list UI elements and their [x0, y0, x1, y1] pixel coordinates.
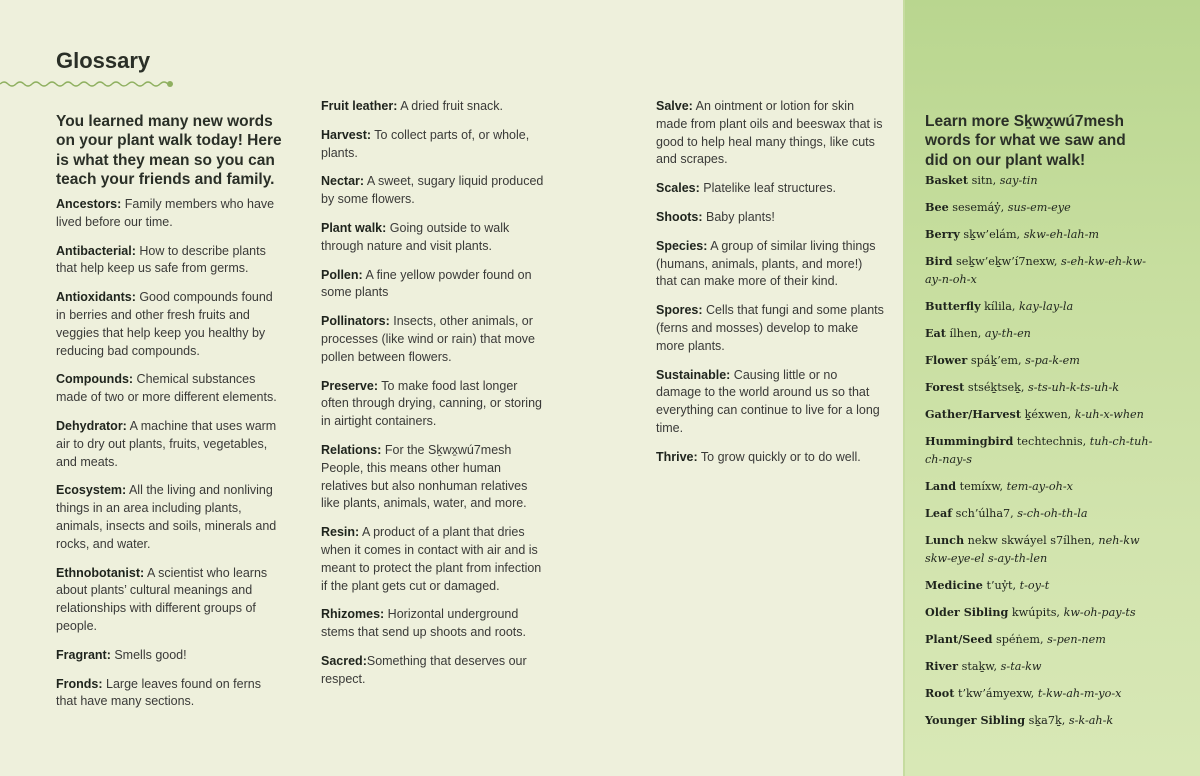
glossary-entry: Dehydrator: A machine that uses warm air to dry out plants, fruits, vegetables, and meats. — [56, 418, 277, 469]
glossary-entry: Ecosystem: All the living and nonliving things in an area including plants, animals, insects and soils, minerals and rocks, and water. — [56, 483, 277, 551]
glossary-entry: Preserve: To make food last longer often through drying, canning, or storing in airtight containers. — [321, 378, 542, 429]
glossary-column-2 — [321, 98, 546, 700]
word-entry: River staḵw, s-ta-kw — [925, 659, 1042, 673]
glossary-column-3 — [656, 98, 884, 478]
glossary-column-1 — [56, 196, 284, 722]
glossary-entry: Nectar: A sweet, sugary liquid produced by some flowers. — [321, 174, 544, 207]
word-entry: Butterfly kílila, kay-lay-la — [925, 299, 1074, 313]
glossary-entry: Fronds: Large leaves found on ferns that have many sections. — [56, 676, 261, 709]
glossary-entry: Fragrant: Smells good! — [56, 647, 187, 662]
glossary-entry: Species: A group of similar living things (humans, animals, plants, and more!) that can make more of their kind. — [656, 238, 876, 289]
glossary-entry: Antibacterial: How to describe plants that help keep us safe from germs. — [56, 243, 266, 276]
page-title: Glossary — [56, 48, 151, 73]
glossary-entry: Thrive: To grow quickly or to do well. — [656, 449, 861, 464]
glossary-entry: Rhizomes: Horizontal underground stems that send up shoots and roots. — [321, 607, 526, 640]
word-entry: Older Sibling kwúpits, kw-oh-pay-ts — [925, 605, 1136, 619]
glossary-entry: Relations: For the Sḵwx̱wú7mesh People, this means other human relatives but also nonhuman relatives like plants, animals, water, and more. — [321, 442, 528, 511]
glossary-entry: Scales: Platelike leaf structures. — [656, 181, 836, 196]
word-entry: Root t’kw’ámyexw, t-kw-ah-m-yo-x — [925, 686, 1122, 700]
word-entry: Younger Sibling sḵa7ḵ, s-k-ah-k — [925, 713, 1114, 727]
intro-text: You learned many new words on your plant walk today! Here is what they mean so you can teach your friends and family. — [56, 112, 282, 188]
glossary-entry: Ancestors: Family members who have lived before our time. — [56, 197, 275, 229]
word-entry: Forest stséḵtseḵ, s-ts-uh-k-ts-uh-k — [925, 380, 1120, 394]
word-entry: Bird seḵw’eḵw’í7nexw, s-eh-kw-eh-kw-ay-n-oh-x — [925, 254, 1147, 286]
glossary-entry: Pollinators: Insects, other animals, or processes (like wind or rain) that move pollen between flowers. — [321, 314, 535, 364]
word-entry: Basket sitn, say-tin — [925, 173, 1038, 187]
word-entry: Hummingbird techtechnis, tuh-ch-tuh-ch-nay-s — [925, 434, 1153, 466]
word-entry: Eat ílhen, ay-th-en — [925, 326, 1031, 340]
glossary-entry: Salve: An ointment or lotion for skin made from plant oils and beeswax that is good to help heal many things, like cuts and scrapes. — [656, 99, 883, 167]
word-entry: Medicine t’uy̓t, t-oy-t — [925, 578, 1050, 592]
word-entry: Gather/Harvest ḵéxwen, k-uh-x-when — [925, 407, 1144, 421]
glossary-entry: Spores: Cells that fungi and some plants (ferns and mosses) develop to make more plants. — [656, 303, 884, 353]
word-entry: Lunch nekw skwáyel s7ílhen, neh-kw skw-eye-el s-ay-th-len — [925, 533, 1140, 565]
word-entry: Berry sḵw’elám, skw-eh-lah-m — [925, 227, 1100, 241]
glossary-entry: Shoots: Baby plants! — [656, 209, 775, 224]
glossary-entry: Ethnobotanist: A scientist who learns about plants’ cultural meanings and relationships with different groups of people. — [56, 565, 268, 633]
word-entry: Land temíxw, tem-ay-oh-x — [925, 479, 1073, 493]
word-list — [925, 171, 1155, 738]
glossary-entry: Resin: A product of a plant that dries when it comes in contact with air and is meant to protect the plant from infection if the plant gets cut or damaged. — [321, 525, 542, 593]
glossary-entry: Compounds: Chemical substances made of two or more different elements. — [56, 372, 277, 405]
language-heading: Learn more Sḵwx̱wú7mesh words for what we saw and did on our plant walk! — [925, 112, 1126, 169]
glossary-entry: Fruit leather: A dried fruit snack. — [321, 99, 504, 113]
vine-divider — [0, 76, 176, 90]
word-entry: Bee sesemáy̓, sus-em-eye — [925, 200, 1071, 214]
glossary-entry: Sustainable: Causing little or no damage to the world around us so that everything can continue to live for a long time. — [656, 367, 880, 435]
glossary-entry: Harvest: To collect parts of, or whole, plants. — [321, 127, 530, 160]
glossary-entry: Plant walk: Going outside to walk through nature and visit plants. — [321, 220, 510, 253]
word-entry: Flower spáḵ’em, s-pa-k-em — [925, 353, 1080, 367]
glossary-entry: Antioxidants: Good compounds found in berries and other fresh fruits and veggies that help keep you healthy by reducing bad compounds. — [56, 290, 273, 358]
word-entry: Leaf sch’úlha7, s-ch-oh-th-la — [925, 506, 1088, 520]
glossary-entry: Sacred:Something that deserves our respect. — [321, 653, 527, 686]
glossary-entry: Pollen: A fine yellow powder found on some plants — [321, 267, 532, 300]
word-entry: Plant/Seed spéṅem, s-pen-nem — [925, 632, 1106, 646]
